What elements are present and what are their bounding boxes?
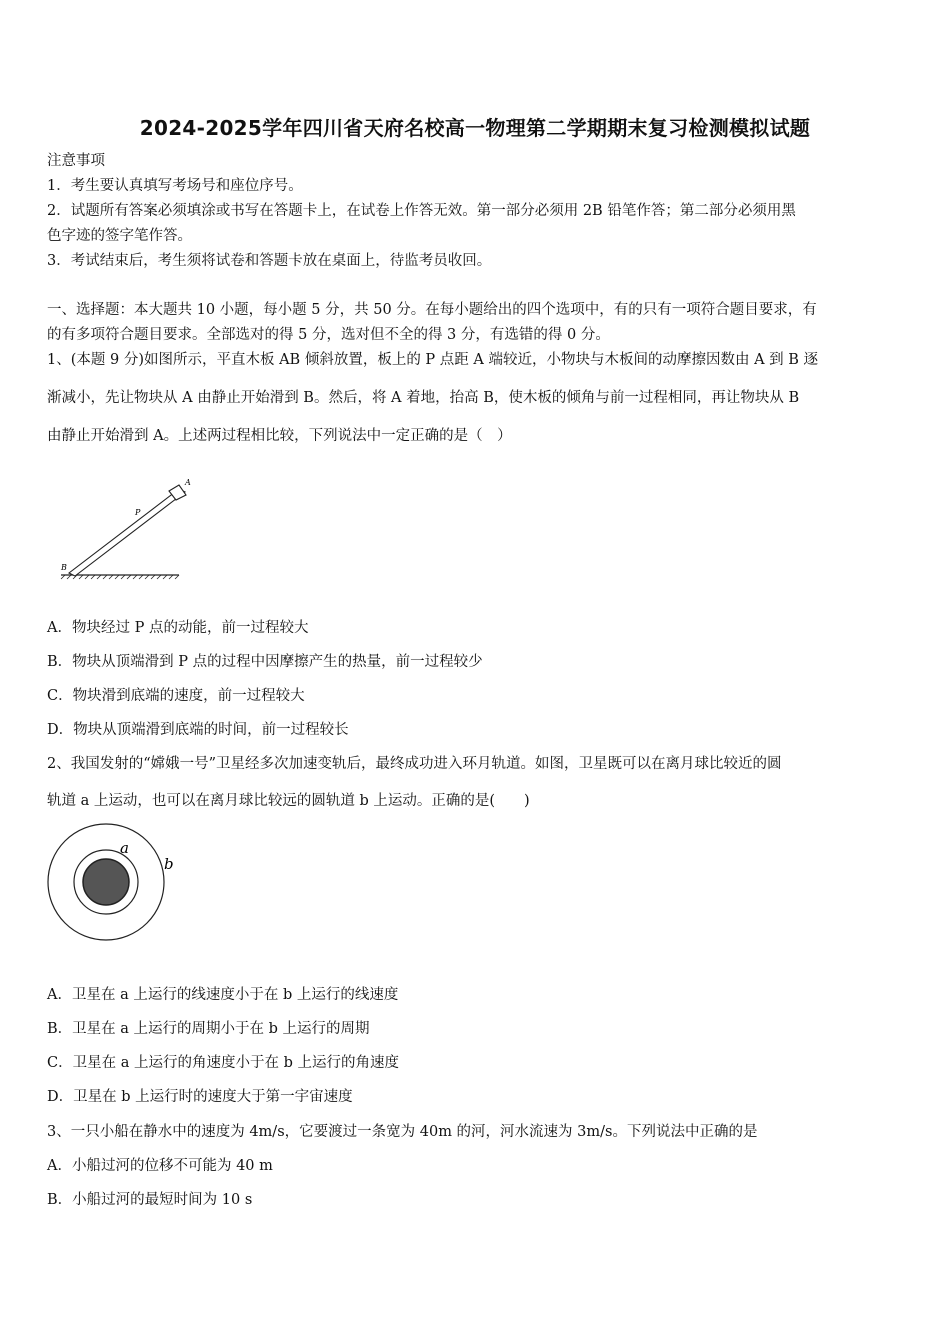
- q2-option-c: C．卫星在 a 上运行的角速度小于在 b 上运行的角速度: [47, 1055, 399, 1071]
- q3-stem-line-1: 3、一只小船在静水中的速度为 4m/s，它要渡过一条宽为 40m 的河，河水流速为 3m/s。下列说法中正确的是: [47, 1124, 758, 1140]
- q2-stem-line-1: 2、我国发射的“嫦娥一号”卫星经多次加速变轨后，最终成功进入环月轨道。如图，卫星既可以在离月球比较近的圆: [47, 756, 782, 772]
- q1-option-c: C．物块滑到底端的速度，前一过程较大: [47, 688, 305, 704]
- moon: [83, 859, 129, 905]
- incline-board: [69, 489, 185, 576]
- notice-item-2-cont: 色字迹的签字笔作答。: [47, 228, 192, 244]
- q1-stem-line-2: 渐减小，先让物块从 A 由静止开始滑到 B。然后，将 A 着地，抬高 B，使木板的倾角与前一过程相同，再让物块从 B: [47, 390, 800, 406]
- q1-option-a: A．物块经过 P 点的动能，前一过程较大: [47, 620, 309, 636]
- q2-stem-line-2: 轨道 a 上运动，也可以在离月球比较远的圆轨道 b 上运动。正确的是( ): [47, 793, 530, 809]
- q3-option-b: B．小船过河的最短时间为 10 s: [47, 1192, 253, 1208]
- section-intro-line-2: 的有多项符合题目要求。全部选对的得 5 分，选对但不全的得 3 分，有选错的得 0 分。: [47, 327, 610, 343]
- q2-option-a: A．卫星在 a 上运行的线速度小于在 b 上运行的线速度: [47, 987, 399, 1003]
- q2-option-d: D．卫星在 b 上运行时的速度大于第一宇宙速度: [47, 1089, 353, 1105]
- label-orbit-a: a: [120, 839, 129, 857]
- section-intro-line-1: 一、选择题：本大题共 10 小题，每小题 5 分，共 50 分。在每小题给出的四个选项中，有的只有一项符合题目要求，有: [47, 302, 817, 318]
- label-a: A: [185, 478, 191, 487]
- q1-stem-line-1: 1、(本题 9 分)如图所示，平直木板 AB 倾斜放置，板上的 P 点距 A 端较近，小物块与木板间的动摩擦因数由 A 到 B 逐: [47, 352, 819, 368]
- q1-option-b: B．物块从顶端滑到 P 点的过程中因摩擦产生的热量，前一过程较少: [47, 654, 483, 670]
- q3-option-a: A．小船过河的位移不可能为 40 m: [47, 1158, 273, 1174]
- notice-heading: 注意事项: [47, 153, 105, 169]
- page-title: 2024-2025学年四川省天府名校高一物理第二学期期末复习检测模拟试题: [139, 116, 811, 140]
- label-orbit-b: b: [164, 855, 174, 873]
- q1-option-d: D．物块从顶端滑到底端的时间，前一过程较长: [47, 722, 349, 738]
- notice-item-3: 3．考试结束后，考生须将试卷和答题卡放在桌面上，待监考员收回。: [47, 253, 492, 269]
- label-b: B: [61, 563, 67, 572]
- notice-item-1: 1．考生要认真填写考场号和座位序号。: [47, 178, 303, 194]
- notice-item-2: 2．试题所有答案必须填涂或书写在答题卡上，在试卷上作答无效。第一部分必须用 2B 铅笔作答；第二部分必须用黑: [47, 203, 796, 219]
- label-p: P: [135, 508, 141, 517]
- q1-stem-line-3: 由静止开始滑到 A。上述两过程相比较，下列说法中一定正确的是（ ）: [47, 428, 512, 444]
- q1-incline-figure: [55, 472, 191, 582]
- q2-orbit-figure: [45, 822, 185, 946]
- q2-option-b: B．卫星在 a 上运行的周期小于在 b 上运行的周期: [47, 1021, 370, 1037]
